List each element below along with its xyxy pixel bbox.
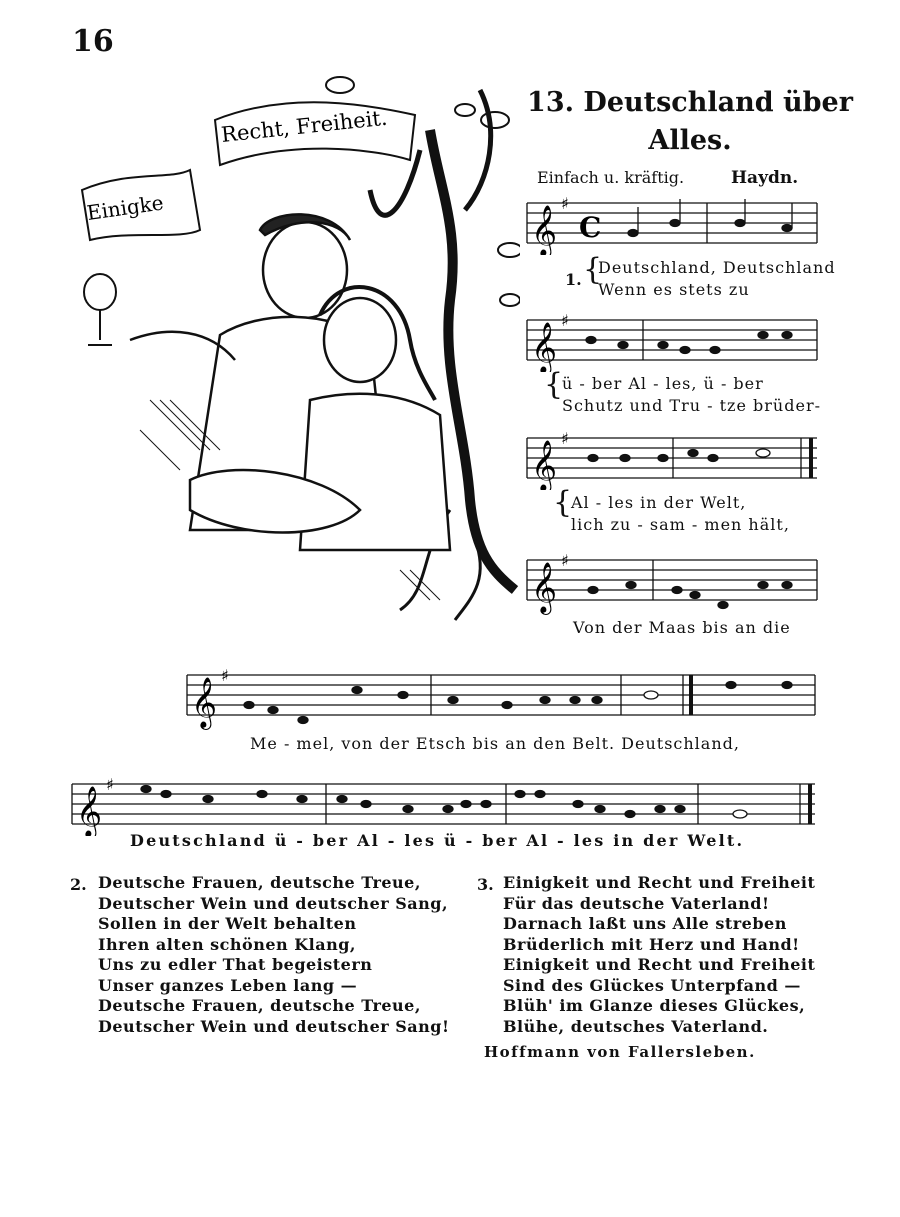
lyric-system6: Deutschland ü - ber Al - les ü - ber Al - les in der Welt. <box>130 831 745 850</box>
stanza-line: Einigkeit und Recht und Freiheit <box>503 873 816 892</box>
stanza-line: Für das deutsche Vaterland! <box>503 893 770 913</box>
stanza-line: Deutscher Wein und deutscher Sang, <box>98 893 449 913</box>
svg-text:♯: ♯ <box>561 430 569 448</box>
stanza-line: Einigkeit und Recht und Freiheit <box>503 955 816 974</box>
svg-text:♯: ♯ <box>561 552 569 570</box>
stanza-line: Sollen in der Welt behalten <box>98 914 357 933</box>
stanza-line: Blühe, deutsches Vaterland. <box>503 1016 769 1036</box>
lyric-system2-line1: ü - ber Al - les, ü - ber <box>562 374 764 393</box>
stanza-line: Ihren alten schönen Klang, <box>98 934 356 954</box>
staff-system-2 <box>525 312 825 372</box>
stanza2-text <box>98 873 450 1037</box>
banner-left-text: Einigke <box>85 190 165 225</box>
stanza3-number: 3. <box>477 875 494 894</box>
illustration-lovers-under-tree <box>70 70 520 630</box>
brace-icon: { <box>553 485 573 520</box>
song-title-line1: 13. Deutschland über <box>527 87 853 118</box>
verse-number: 1. <box>565 270 582 289</box>
staff-system-3 <box>525 430 825 490</box>
staff-system-4 <box>525 552 825 616</box>
song-title-line2: Alles. <box>648 125 732 156</box>
stanza-line: Unser ganzes Leben lang — <box>98 975 358 995</box>
treble-clef-icon: 𝄞 <box>76 786 103 836</box>
lyric-system3-line2: lich zu - sam - men hält, <box>571 515 790 534</box>
treble-clef-icon: 𝄞 <box>531 322 558 372</box>
svg-text:♯: ♯ <box>561 312 569 330</box>
stanza-line: Uns zu edler That begeistern <box>98 955 373 974</box>
banner-right-text: Recht, Freiheit. <box>220 105 389 147</box>
lyric-system2-line2: Schutz und Tru - tze brüder- <box>562 396 821 415</box>
lyric-system3-line1: Al - les in der Welt, <box>571 493 747 512</box>
staff-system-5 <box>185 667 825 731</box>
stanza2-number: 2. <box>70 875 87 894</box>
lyric-system5: Me - mel, von der Etsch bis an den Belt. Deutschland, <box>250 734 740 753</box>
lyric-system1-line1: Deutschland, Deutschland <box>598 258 836 277</box>
treble-clef-icon: 𝄞 <box>531 440 558 490</box>
stanza-line: Deutsche Frauen, deutsche Treue, <box>98 996 421 1015</box>
treble-clef-icon: 𝄞 <box>531 205 558 255</box>
stanza3-text <box>503 873 815 1037</box>
svg-text:♯: ♯ <box>561 195 569 213</box>
brace-icon: { <box>583 252 603 287</box>
svg-text:♯: ♯ <box>106 776 114 794</box>
song-title <box>525 84 855 160</box>
tempo-marking: Einfach u. kräftig. <box>537 168 685 187</box>
lyric-system1-line2: Wenn es stets zu <box>598 280 750 299</box>
lyric-system4: Von der Maas bis an die <box>573 618 791 637</box>
composer: Haydn. <box>731 168 799 188</box>
staff-system-1 <box>525 195 825 255</box>
treble-clef-icon: 𝄞 <box>531 562 558 613</box>
stanza-line: Brüderlich mit Herz und Hand! <box>503 934 800 954</box>
staff-system-6 <box>70 776 825 836</box>
stanza-line: Deutscher Wein und deutscher Sang! <box>98 1016 450 1036</box>
author-credit: Hoffmann von Fallersleben. <box>484 1043 756 1061</box>
svg-text:♯: ♯ <box>221 667 229 685</box>
stanza-line: Darnach laßt uns Alle streben <box>503 914 787 933</box>
svg-text:C: C <box>579 211 602 244</box>
brace-icon: { <box>544 367 564 402</box>
stanza-line: Deutsche Frauen, deutsche Treue, <box>98 873 421 892</box>
stanza-line: Blüh' im Glanze dieses Glückes, <box>503 996 806 1015</box>
stanza-line: Sind des Glückes Unterpfand — <box>503 975 801 995</box>
treble-clef-icon: 𝄞 <box>191 677 218 728</box>
page-number: 16 <box>72 24 114 59</box>
